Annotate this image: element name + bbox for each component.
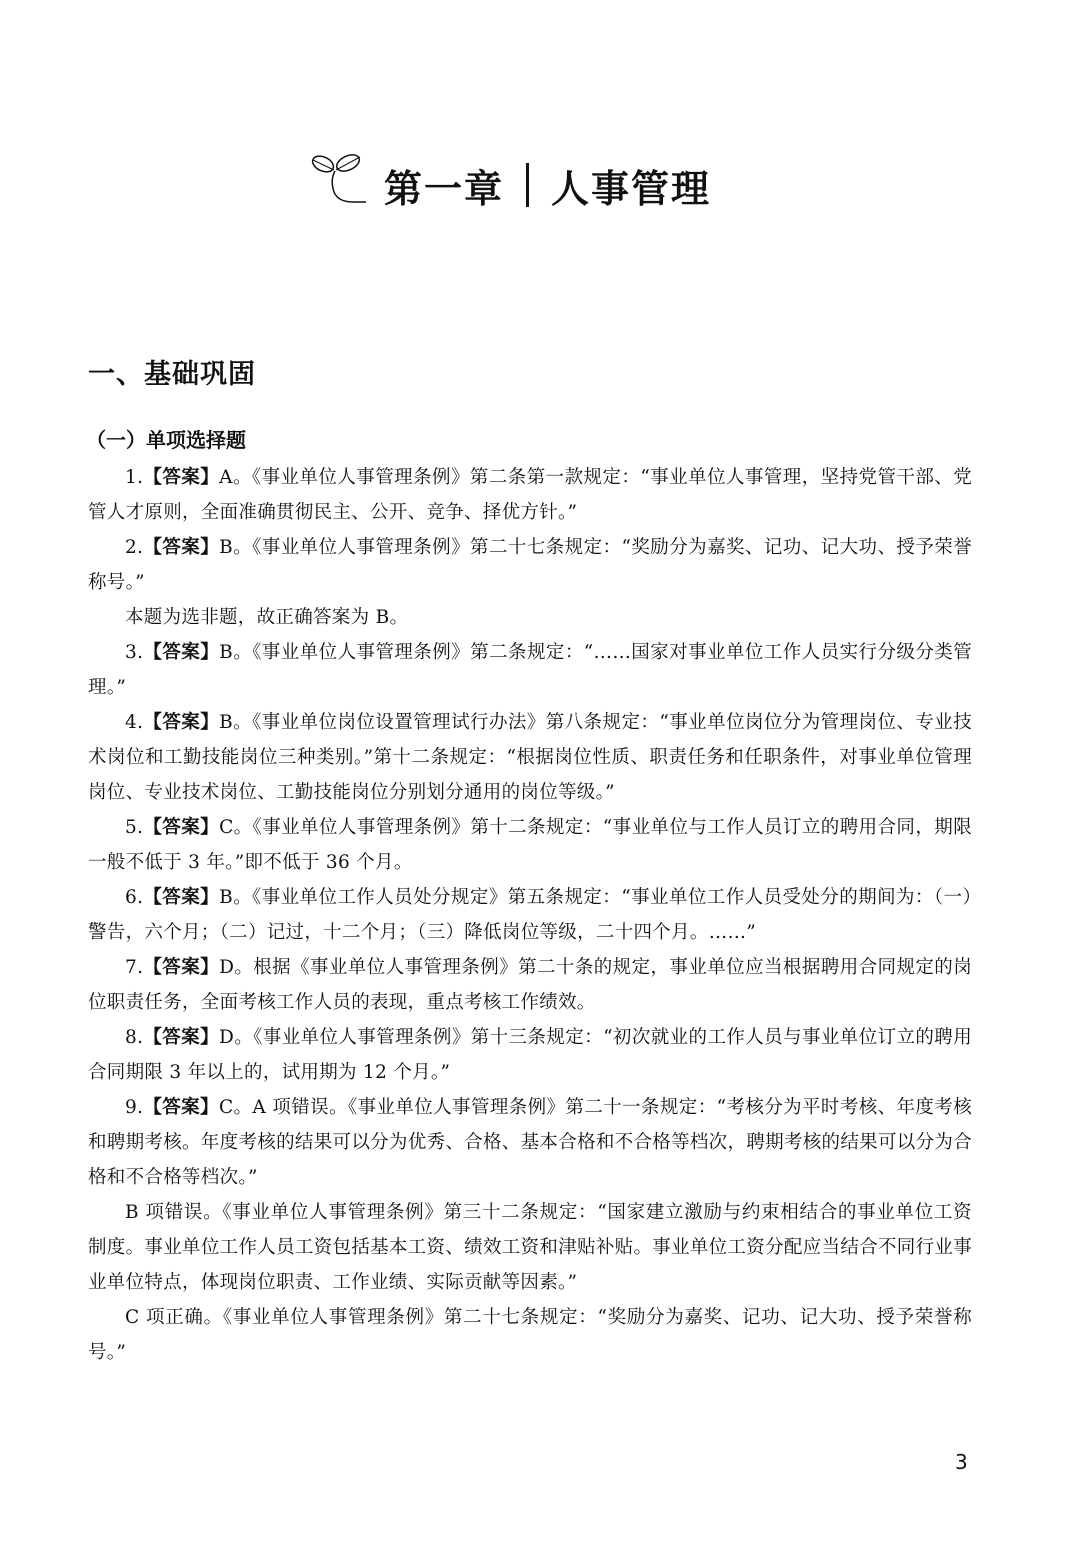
- page-number: 3: [955, 1450, 968, 1474]
- answer-paragraph: [88, 705, 972, 810]
- answer-label: 【答案】: [143, 1027, 219, 1048]
- answer-number: 8.: [125, 1027, 144, 1048]
- chapter-name: 人事管理: [551, 166, 712, 211]
- answer-paragraph: [88, 460, 972, 530]
- answer-label: 【答案】: [143, 642, 220, 663]
- answer-number: 4.: [125, 712, 144, 733]
- answer-text: D。根据《事业单位人事管理条例》第二十条的规定，事业单位应当根据聘用合同规定的岗位职责任务，全面考核工作人员的表现，重点考核工作绩效。: [88, 957, 972, 1013]
- answer-number: 1.: [125, 467, 144, 488]
- answer-text: C。A 项错误。《事业单位人事管理条例》第二十一条规定：“考核分为平时考核、年度考核和聘期考核。年度考核的结果可以分为优秀、合格、基本合格和不合格等档次，聘期考核的结果可以分为合格和不合格等档次。”: [88, 1097, 972, 1188]
- answer-list: [88, 460, 972, 1370]
- chapter-separator: [526, 163, 529, 207]
- answer-paragraph: [88, 635, 972, 705]
- subsection-heading: （一）单项选择题: [86, 428, 246, 452]
- option-explanation: [88, 1195, 972, 1300]
- chapter-title: [308, 140, 711, 230]
- answer-paragraph: [88, 530, 972, 600]
- answer-text: A。《事业单位人事管理条例》第二条第一款规定：“事业单位人事管理，坚持党管干部、党管人才原则，全面准确贯彻民主、公开、竞争、择优方针。”: [88, 467, 972, 523]
- answer-paragraph: [88, 810, 972, 880]
- answer-text: C。《事业单位人事管理条例》第十二条规定：“事业单位与工作人员订立的聘用合同，期限一般不低于 3 年。”即不低于 36 个月。: [88, 817, 972, 873]
- answer-label: 【答案】: [143, 887, 220, 908]
- answer-label: 【答案】: [143, 817, 220, 838]
- answer-paragraph: [88, 1020, 972, 1090]
- answer-label: 【答案】: [143, 957, 220, 978]
- answer-label: 【答案】: [143, 537, 220, 558]
- option-explanation-text: C 项正确。《事业单位人事管理条例》第二十七条规定：“奖励分为嘉奖、记功、记大功、授予荣誉称号。”: [88, 1307, 972, 1363]
- note-paragraph: [88, 600, 972, 635]
- answer-number: 9.: [125, 1097, 144, 1118]
- answer-number: 5.: [125, 817, 144, 838]
- answer-text: B。《事业单位人事管理条例》第二十七条规定：“奖励分为嘉奖、记功、记大功、授予荣誉称号。”: [88, 537, 972, 593]
- answer-paragraph: [88, 1090, 972, 1195]
- answer-number: 2.: [125, 537, 144, 558]
- answer-text: B。《事业单位岗位设置管理试行办法》第八条规定：“事业单位岗位分为管理岗位、专业技术岗位和工勤技能岗位三种类别。”第十二条规定：“根据岗位性质、职责任务和任职条件，对事业单位管理岗位、专业技术岗位、工勤技能岗位分别划分通用的岗位等级。”: [88, 712, 972, 803]
- section-heading: 一、基础巩固: [88, 359, 256, 390]
- answer-number: 6.: [125, 887, 144, 908]
- answer-text: D。《事业单位人事管理条例》第十三条规定：“初次就业的工作人员与事业单位订立的聘用合同期限 3 年以上的，试用期为 12 个月。”: [88, 1027, 973, 1083]
- note-text: 本题为选非题，故正确答案为 B。: [125, 607, 409, 628]
- option-explanation-text: B 项错误。《事业单位人事管理条例》第三十二条规定：“国家建立激励与约束相结合的事业单位工资制度。事业单位工作人员工资包括基本工资、绩效工资和津贴补贴。事业单位工资分配应当结合不同行业事业单位特点，体现岗位职责、工作业绩、实际贡献等因素。”: [88, 1202, 972, 1293]
- answer-text: B。《事业单位人事管理条例》第二条规定：“……国家对事业单位工作人员实行分级分类管理。”: [88, 642, 972, 698]
- answer-number: 3.: [125, 642, 144, 663]
- answer-text: B。《事业单位工作人员处分规定》第五条规定：“事业单位工作人员受处分的期间为：（一）警告，六个月；（二）记过，十二个月；（三）降低岗位等级，二十四个月。……”: [88, 887, 972, 943]
- answer-number: 7.: [125, 957, 144, 978]
- answer-label: 【答案】: [143, 1097, 219, 1118]
- answer-paragraph: [88, 880, 972, 950]
- chapter-number: 第一章: [384, 166, 505, 211]
- option-explanation: [88, 1300, 972, 1370]
- answer-label: 【答案】: [143, 467, 220, 488]
- answer-paragraph: [88, 950, 972, 1020]
- sprout-icon: [308, 150, 378, 220]
- answer-label: 【答案】: [143, 712, 220, 733]
